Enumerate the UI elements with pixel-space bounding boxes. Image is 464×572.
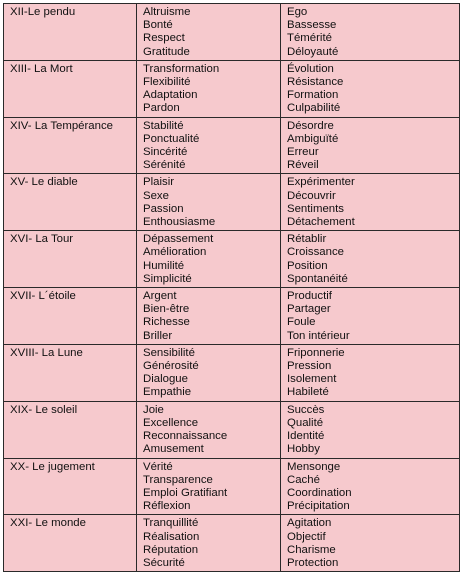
table-row (4, 60, 460, 117)
shadows-cell (281, 344, 460, 401)
shadow-word: Croissance (287, 246, 344, 259)
virtues-cell (137, 60, 281, 117)
virtue-word: Sérénité (143, 159, 186, 172)
virtues-cell (137, 174, 281, 231)
shadow-word: Charisme (287, 543, 336, 556)
arcana-name: XIII- La Mort (10, 62, 73, 75)
table-row (4, 401, 460, 458)
shadow-word: Désordre (287, 119, 334, 132)
shadows-cell (281, 4, 460, 61)
arcana-cell (4, 344, 137, 401)
virtue-word: Transparence (143, 473, 213, 486)
shadow-word: Partager (287, 303, 331, 316)
shadow-word: Bassesse (287, 19, 337, 32)
arcana-cell (4, 174, 137, 231)
table-row (4, 344, 460, 401)
arcana-cell (4, 60, 137, 117)
shadow-word: Foule (287, 316, 316, 329)
table-row (4, 4, 460, 61)
virtues-cell (137, 4, 281, 61)
shadow-word: Caché (287, 473, 320, 486)
shadow-word: Erreur (287, 146, 319, 159)
shadow-word: Rétablir (287, 233, 327, 246)
virtue-word: Sexe (143, 189, 169, 202)
table-row (4, 174, 460, 231)
shadows-cell (281, 401, 460, 458)
virtues-cell (137, 515, 281, 572)
arcana-cell (4, 288, 137, 345)
table-row (4, 231, 460, 288)
shadow-word: Isolement (287, 373, 337, 386)
shadows-cell (281, 231, 460, 288)
virtue-word: Dialogue (143, 373, 188, 386)
shadow-word: Sentiments (287, 202, 344, 215)
arcana-name: XX- Le jugement (10, 460, 95, 473)
virtue-word: Vérité (143, 460, 173, 473)
virtue-word: Enthousiasme (143, 216, 216, 229)
arcana-name: XIV- La Tempérance (10, 119, 113, 132)
virtue-word: Briller (143, 329, 173, 342)
virtue-word: Simplicité (143, 272, 192, 285)
shadow-word: Ego (287, 6, 308, 18)
arcana-cell (4, 4, 137, 61)
shadow-word: Résistance (287, 76, 344, 89)
shadows-cell (281, 174, 460, 231)
virtues-cell (137, 458, 281, 515)
virtue-word: Dépassement (143, 233, 214, 246)
virtue-word: Sensibilité (143, 346, 195, 359)
arcana-name: XIX- Le soleil (10, 403, 78, 416)
shadow-word: Découvrir (287, 189, 336, 202)
virtues-cell (137, 401, 281, 458)
shadow-word: Habileté (287, 386, 329, 399)
virtue-word: Adaptation (143, 89, 198, 102)
virtues-cell (137, 344, 281, 401)
shadows-cell (281, 60, 460, 117)
arcana-name: XVI- La Tour (10, 233, 74, 246)
shadow-word: Culpabilité (287, 102, 341, 115)
virtue-word: Flexibilité (143, 76, 191, 89)
shadow-word: Réveil (287, 159, 319, 172)
shadow-word: Spontanéité (287, 272, 348, 285)
shadow-word: Témérité (287, 32, 332, 45)
table-row (4, 117, 460, 174)
arcana-name: XV- Le diable (10, 176, 78, 189)
arcana-cell (4, 231, 137, 288)
tarot-table (3, 3, 460, 572)
shadow-word: Expérimenter (287, 176, 355, 189)
virtue-word: Gratitude (143, 45, 190, 58)
shadow-word: Formation (287, 89, 339, 102)
shadow-word: Succès (287, 403, 325, 416)
virtue-word: Respect (143, 32, 185, 45)
shadows-cell (281, 515, 460, 572)
arcana-name: XVIII- La Lune (10, 346, 83, 359)
shadow-word: Ton intérieur (287, 329, 350, 342)
virtues-cell (137, 288, 281, 345)
virtue-word: Altruisme (143, 6, 191, 18)
virtue-word: Réputation (143, 543, 199, 556)
table-row (4, 515, 460, 572)
virtues-cell (137, 117, 281, 174)
virtue-word: Reconnaissance (143, 430, 228, 443)
shadow-word: Position (287, 259, 328, 272)
virtue-word: Sincérité (143, 146, 188, 159)
table-row (4, 288, 460, 345)
virtue-word: Passion (143, 202, 184, 215)
shadow-word: Mensonge (287, 460, 341, 473)
arcana-cell (4, 458, 137, 515)
virtue-word: Emploi Gratifiant (143, 486, 228, 499)
shadow-word: Détachement (287, 216, 355, 229)
virtue-word: Empathie (143, 386, 192, 399)
shadow-word: Ambiguïté (287, 132, 339, 145)
virtue-word: Ponctualité (143, 132, 200, 145)
virtue-word: Amusement (143, 443, 204, 456)
shadows-cell (281, 458, 460, 515)
virtue-word: Excellence (143, 416, 199, 429)
arcana-cell (4, 117, 137, 174)
shadow-word: Agitation (287, 517, 332, 530)
shadow-word: Hobby (287, 443, 320, 456)
tarot-table-body (4, 4, 460, 572)
shadow-word: Productif (287, 290, 332, 303)
virtue-word: Sécurité (143, 556, 185, 569)
virtue-word: Bien-être (143, 303, 190, 316)
virtue-word: Réalisation (143, 530, 200, 543)
virtue-word: Plaisir (143, 176, 175, 189)
arcana-name: XXI- Le monde (10, 517, 86, 530)
shadow-word: Identité (287, 430, 325, 443)
arcana-cell (4, 401, 137, 458)
shadow-word: Déloyauté (287, 45, 339, 58)
shadow-word: Qualité (287, 416, 324, 429)
virtue-word: Pardon (143, 102, 180, 115)
virtue-word: Humilité (143, 259, 185, 272)
shadow-word: Protection (287, 556, 339, 569)
shadow-word: Précipitation (287, 500, 350, 513)
virtue-word: Argent (143, 290, 177, 303)
virtues-cell (137, 231, 281, 288)
shadows-cell (281, 117, 460, 174)
arcana-name: XII-Le pendu (10, 6, 76, 18)
virtue-word: Générosité (143, 360, 199, 373)
shadow-word: Coordination (287, 486, 352, 499)
virtue-word: Tranquillité (143, 517, 199, 530)
virtue-word: Joie (143, 403, 164, 416)
arcana-name: XVII- L´étoile (10, 290, 76, 303)
virtue-word: Réflexion (143, 500, 191, 513)
shadow-word: Friponnerie (287, 346, 345, 359)
arcana-cell (4, 515, 137, 572)
virtue-word: Richesse (143, 316, 190, 329)
virtue-word: Bonté (143, 19, 173, 32)
table-row (4, 458, 460, 515)
shadow-word: Objectif (287, 530, 326, 543)
virtue-word: Amélioration (143, 246, 207, 259)
shadows-cell (281, 288, 460, 345)
shadow-word: Évolution (287, 62, 334, 75)
virtue-word: Transformation (143, 62, 220, 75)
virtue-word: Stabilité (143, 119, 184, 132)
shadow-word: Pression (287, 360, 332, 373)
